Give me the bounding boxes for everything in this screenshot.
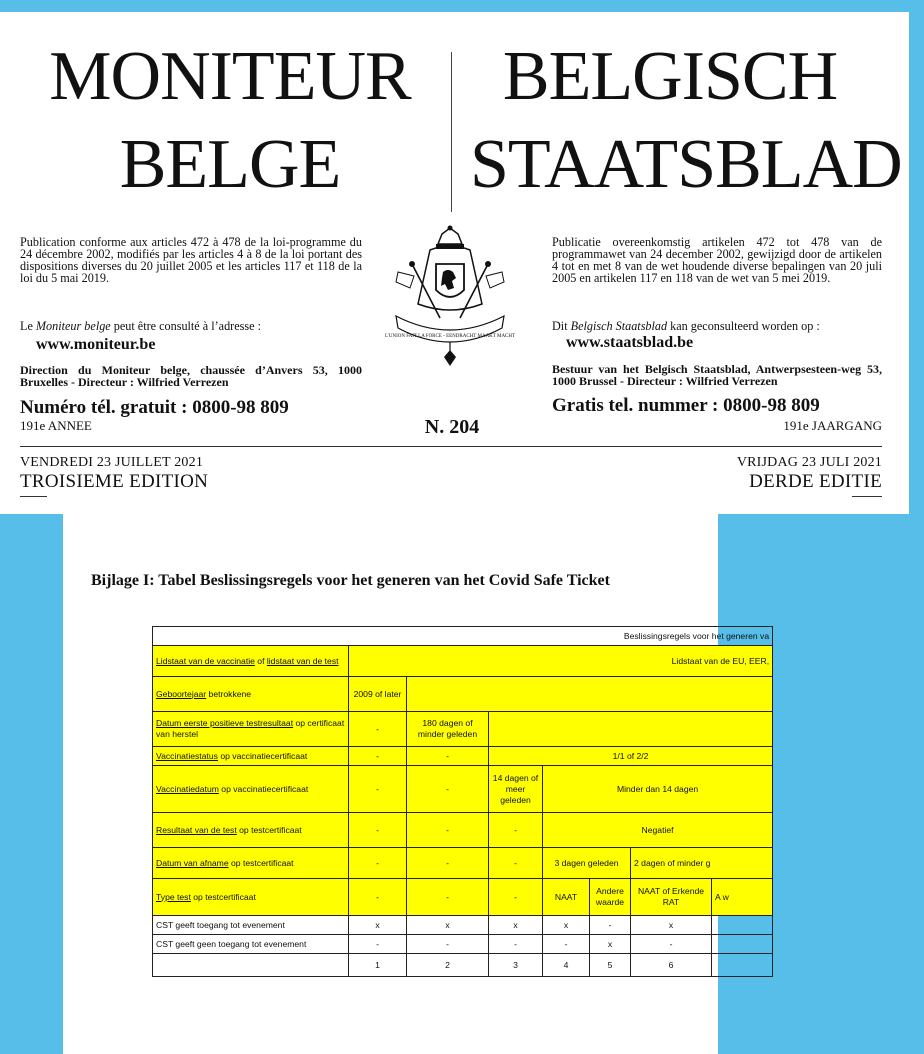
table-cell: - (349, 712, 407, 747)
table-cell: - (407, 879, 489, 916)
table-cell: A w (712, 879, 773, 916)
table-cell: NAAT of Erkende RAT (631, 879, 712, 916)
fr-phone: Numéro tél. gratuit : 0800-98 809 (20, 397, 289, 418)
crest-motto: L'UNION FAIT LA FORCE - EENDRACHT MAAKT MACHT (384, 334, 516, 339)
edition-rule-left (20, 496, 47, 497)
table-cell: - (407, 766, 489, 813)
issue-number: N. 204 (424, 416, 480, 438)
table-cell: - (407, 848, 489, 879)
table-cell: Negatief (543, 813, 773, 848)
table-cell: 1/1 of 2/2 (489, 747, 773, 766)
belgian-coat-of-arms-icon (384, 224, 516, 369)
table-cell: 4 (543, 954, 590, 977)
nl-website-link[interactable]: www.staatsblad.be (566, 334, 694, 351)
table-row (153, 646, 773, 677)
table-cell: Minder dan 14 dagen (543, 766, 773, 813)
table-cell (407, 677, 773, 712)
table-cell: - (349, 879, 407, 916)
table-cell: x (631, 916, 712, 935)
nl-consult-note: Dit Belgisch Staatsblad kan geconsulteerd worden op : (552, 319, 820, 333)
title-divider (451, 52, 452, 212)
fr-title-line2: BELGE (119, 126, 341, 203)
nl-publication-note: Publicatie overeenkomstig artikelen 472 tot 478 van de programmawet van 24 december 2002, gewijzigd door de artikelen 4 tot en met 8 van de wet houdende diverse bepalingen van 20 juli 2005 en artikelen 117 en 118 van de wet van 5 mei 2019. (552, 235, 882, 285)
nl-title-line2: STAATSBLAD (470, 126, 902, 203)
table-cell (712, 954, 773, 977)
table-cell (489, 712, 773, 747)
table-cell: - (407, 813, 489, 848)
table-cell: - (349, 747, 407, 766)
table-cell: - (349, 935, 407, 954)
row-label: CST geeft toegang tot evenement (153, 916, 349, 935)
nl-year: 191e JAARGANG (783, 418, 882, 433)
annex-page (63, 514, 770, 1054)
table-cell: 2 (407, 954, 489, 977)
nl-edition: DERDE EDITIE (749, 471, 882, 492)
table-cell: - (489, 879, 543, 916)
row-label: CST geeft geen toegang tot evenement (153, 935, 349, 954)
table-cell: x (489, 916, 543, 935)
table-cell: x (543, 916, 590, 935)
table-row (153, 712, 773, 747)
table-cell: 5 (590, 954, 631, 977)
table-cell: x (590, 935, 631, 954)
table-row (153, 813, 773, 848)
table-row (153, 916, 773, 935)
table-cell: x (349, 916, 407, 935)
table-cell: Lidstaat van de EU, EER, (349, 646, 773, 677)
table-cell: - (543, 935, 590, 954)
table-cell: 2009 of later (349, 677, 407, 712)
table-cell: - (590, 916, 631, 935)
table-header-row (153, 627, 773, 646)
table-row (153, 848, 773, 879)
fr-title-line1: MONITEUR (49, 38, 411, 115)
fr-edition: TROISIEME EDITION (20, 471, 209, 492)
row-label: Lidstaat van de vaccinatie of lidstaat van de test (153, 646, 349, 677)
table-cell: - (349, 848, 407, 879)
masthead (0, 12, 909, 514)
nl-title-line1: BELGISCH (502, 38, 838, 115)
table-cell: - (489, 848, 543, 879)
table-cell: NAAT (543, 879, 590, 916)
row-label: Geboortejaar betrokkene (153, 677, 349, 712)
table-row (153, 954, 773, 977)
table-cell (712, 916, 773, 935)
table-cell: 6 (631, 954, 712, 977)
edition-rule-right (852, 496, 882, 497)
table-cell: 14 dagen of meer geleden (489, 766, 543, 813)
table-cell: 2 dagen of minder g (631, 848, 773, 879)
table-row (153, 935, 773, 954)
row-label: Datum eerste positieve testresultaat op certificaat van herstel (153, 712, 349, 747)
nl-direction: Bestuur van het Belgisch Staatsblad, Antwerpsesteen-weg 53, 1000 Brussel - Directeur : Wilfried Verrezen (552, 362, 882, 388)
row-label: Type test op testcertificaat (153, 879, 349, 916)
row-label: Vaccinatiedatum op vaccinatiecertificaat (153, 766, 349, 813)
fr-year: 191e ANNEE (20, 418, 92, 433)
table-cell (712, 935, 773, 954)
table-cell: - (489, 935, 543, 954)
table-cell: 3 dagen geleden (543, 848, 631, 879)
fr-website-link[interactable]: www.moniteur.be (36, 336, 156, 353)
table-cell: - (349, 766, 407, 813)
table-cell: x (407, 916, 489, 935)
fr-direction: Direction du Moniteur belge, chaussée d’Anvers 53, 1000 Bruxelles - Directeur : Wilfried Verrezen (20, 363, 362, 389)
fr-consult-note: Le Moniteur belge peut être consulté à l’adresse : (20, 319, 261, 333)
annex-title: Bijlage I: Tabel Beslissingsregels voor het generen van het Covid Safe Ticket (91, 572, 610, 589)
table-row (153, 677, 773, 712)
table-cell: 180 dagen of minder geleden (407, 712, 489, 747)
row-label: Datum van afname op testcertificaat (153, 848, 349, 879)
row-label: Vaccinatiestatus op vaccinatiecertificaat (153, 747, 349, 766)
fr-date: VENDREDI 23 JUILLET 2021 (20, 455, 204, 470)
table-row (153, 879, 773, 916)
nl-date: VRIJDAG 23 JULI 2021 (736, 455, 882, 470)
table-cell: 1 (349, 954, 407, 977)
table-header: Beslissingsregels voor het generen va (153, 627, 773, 646)
table-cell: - (407, 935, 489, 954)
fr-publication-note: Publication conforme aux articles 472 à 478 de la loi-programme du 24 décembre 2002, modifiés par les articles 4 à 8 de la loi portant des dispositions diverses du 20 juillet 2005 et les articles 117 et 118 de la loi du 5 mai 2019. (20, 235, 362, 285)
table-cell: - (489, 813, 543, 848)
table-cell: - (407, 747, 489, 766)
table-row (153, 747, 773, 766)
table-cell: 3 (489, 954, 543, 977)
table-row (153, 766, 773, 813)
nl-phone: Gratis tel. nummer : 0800-98 809 (552, 395, 820, 416)
decision-rules-table (152, 626, 773, 977)
table-cell: - (631, 935, 712, 954)
row-label (153, 954, 349, 977)
row-label: Resultaat van de test op testcertificaat (153, 813, 349, 848)
table-cell: - (349, 813, 407, 848)
table-cell: Andere waarde (590, 879, 631, 916)
date-rule (20, 446, 882, 447)
